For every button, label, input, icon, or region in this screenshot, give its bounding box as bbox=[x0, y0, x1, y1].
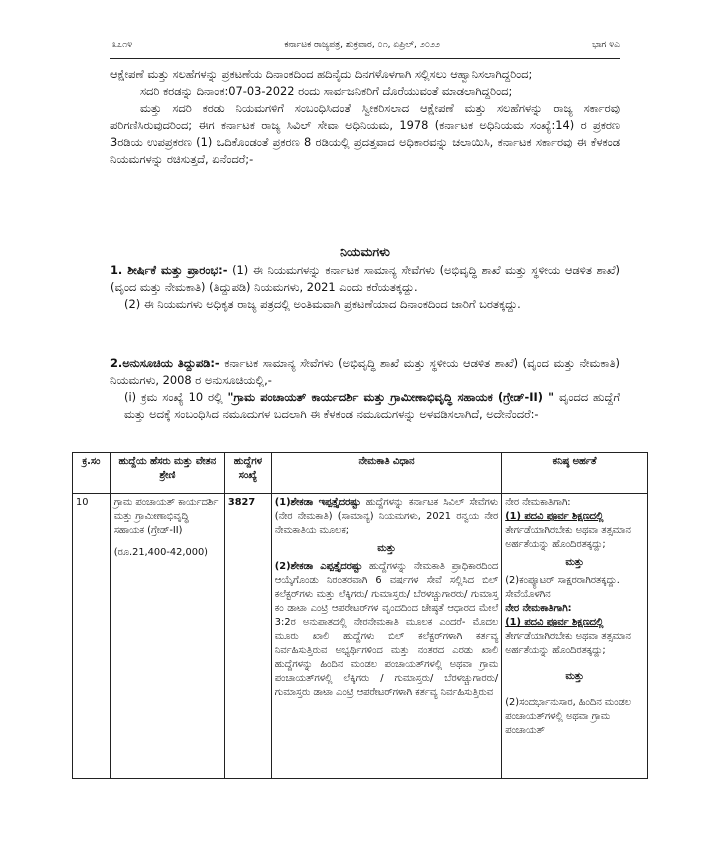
method-2-label: (2)ಶೇಕಡಾ ಎಪ್ಪತ್ತೈದರಷ್ಟು bbox=[274, 561, 363, 572]
paragraph-1: ಆಕ್ಷೇಪಣೆ ಮತ್ತು ಸಲಹೆಗಳನ್ನು ಪ್ರಕಟಣೆಯ ದಿನಾಂಕದಿಂದ ಹದಿನೈದು ದಿನಗಳೊಳಗಾಗಿ ಸಲ್ಲಿಸಲು ಆಹ್ವಾನಿಸಲಾಗಿದ್ದರಿಂದ; bbox=[110, 67, 533, 81]
page-header bbox=[112, 40, 620, 50]
rule-2-sub-rest: ವೃಂದದ ಹುದ್ದೆಗೆ ಮತ್ತು ಅದಕ್ಕೆ ಸಂಬಂಧಿಸಿದ ನಮೂದುಗಳ ಬದಲಾಗಿ ಈ ಕೆಳಕಂಡ ನಮೂದುಗಳನ್ನು ಅಳವಡಿಸಲಾಗಿದೆ, ಅದೇನೆಂದರೆ:- bbox=[124, 390, 621, 421]
post-name: ಗ್ರಾಮ ಪಂಚಾಯತ್ ಕಾರ್ಯದರ್ಶಿ ಮತ್ತು ಗ್ರಾಮೀಣಾಭಿವೃದ್ಧಿ ಸಹಾಯಕ (ಗ್ರೇಡ್-II) bbox=[113, 497, 219, 536]
rule-1-text: (1) ಈ ನಿಯಮಗಳನ್ನು ಕರ್ನಾಟಕ ಸಾಮಾನ್ಯ ಸೇವೆಗಳು (ಅಭಿವೃದ್ಧಿ ಶಾಖೆ ಮತ್ತು ಸ್ಥಳೀಯ ಆಡಳಿತ ಶಾಖೆ) (ವೃಂದ ಮತ್ತು ನೇಮಕಾತಿ) (ತಿದ್ದುಪಡಿ) ನಿಯಮಗಳು, 2021 ಎಂದು ಕರೆಯತಕ್ಕದ್ದು. bbox=[110, 263, 620, 294]
qual-3-text: ತೇರ್ಗಡೆಯಾಗಿರಬೇಕು ಅಥವಾ ತತ್ಸಮಾನ ಅರ್ಹತೆಯನ್ನು ಹೊಂದಿರತಕ್ಕದ್ದು; bbox=[505, 631, 631, 656]
qual-and-2: ಮತ್ತು bbox=[565, 671, 584, 682]
paragraph-3: ಮತ್ತು ಸದರಿ ಕರಡು ನಿಯಮಗಳಿಗೆ ಸಂಬಂಧಿಸಿದಂತೆ ಸ್ವೀಕರಿಸಲಾದ ಆಕ್ಷೇಪಣೆ ಮತ್ತು ಸಲಹೆಗಳನ್ನು ರಾಜ್ಯ ಸರ್ಕಾರವು ಪರಿಗಣಿಸಿರುವುದರಿಂದ; ಈಗ ಕರ್ನಾಟಕ ರಾಜ್ಯ ಸಿವಿಲ್ ಸೇವಾ ಅಧಿನಿಯಮ, 1978 (ಕರ್ನಾಟಕ ಅಧಿನಿಯಮ ಸಂಖ್ಯೆ:14) ರ ಪ್ರಕರಣ 3ರಡಿಯ ಉಪಪ್ರಕರಣ (1) ಒದಿಕೊಂಡಂತೆ ಪ್ರಕರಣ 8 ರಡಿಯಲ್ಲಿ ಪ್ರದತ್ತವಾದ ಅಧಿಕಾರವನ್ನು ಚಲಾಯಿಸಿ, ಕರ್ನಾಟಕ ಸರ್ಕಾರವು ಈ ಕೆಳಕಂಡ ನಿಯಮಗಳನ್ನು ರಚಿಸುತ್ತದೆ, ಏನೆಂದರೆ;- bbox=[110, 101, 620, 166]
qual-1-label: (1) ಪದವಿ ಪೂರ್ವ ಶಿಕ್ಷಣದಲ್ಲಿ bbox=[505, 511, 604, 522]
cell-count: 3827 bbox=[224, 494, 271, 779]
page-number: ೩೭೧೪ bbox=[112, 40, 133, 50]
method-1-label: (1)ಶೇಕಡಾ ಇಪ್ಪತ್ತೈದರಷ್ಟು bbox=[274, 497, 361, 508]
rule-2 bbox=[110, 355, 620, 423]
rule-1-sub-2: (2) ಈ ನಿಯಮಗಳು ಅಧಿಕೃತ ರಾಜ್ಯ ಪತ್ರದಲ್ಲಿ ಅಂತಿಮವಾಗಿ ಪ್ರಕಟಣೆಯಾದ ದಿನಾಂಕದಿಂದ ಜಾರಿಗೆ ಬರತಕ್ಕದ್ದು. bbox=[124, 297, 521, 311]
qual-3-label: (1) ಪದವಿ ಪೂರ್ವ ಶಿಕ್ಷಣದಲ್ಲಿ bbox=[505, 617, 604, 628]
qual-direct-label: ನೇರ ನೇಮಕಾತಿಗಾಗಿ: bbox=[505, 497, 571, 508]
col-header-method: ನೇಮಕಾತಿ ವಿಧಾನ bbox=[271, 453, 501, 494]
table-header-row bbox=[73, 453, 648, 494]
qual-1-text: ತೇರ್ಗಡೆಯಾಗಿರಬೇಕು ಅಥವಾ ತತ್ಸಮಾನ ಅರ್ಹತೆಯನ್ನು ಹೊಂದಿರತಕ್ಕದ್ದು; bbox=[505, 525, 631, 550]
gazette-title: ಕರ್ನಾಟಕ ರಾಜ್ಯಪತ್ರ, ಶುಕ್ರವಾರ, ೦೧, ಏಪ್ರಿಲ್, ೨೦೨೨ bbox=[284, 40, 440, 50]
cell-sl: 10 bbox=[73, 494, 111, 779]
rule-2-text: ಕರ್ನಾಟಕ ಸಾಮಾನ್ಯ ಸೇವೆಗಳು (ಅಭಿವೃದ್ಧಿ ಶಾಖೆ ಮತ್ತು ಸ್ಥಳೀಯ ಆಡಳಿತ ಶಾಖೆ) (ವೃಂದ ಮತ್ತು ನೇಮಕಾತಿ) ನಿಯಮಗಳು, 2008 ರ ಅನುಸೂಚಿಯಲ್ಲಿ,- bbox=[110, 356, 620, 387]
preamble bbox=[110, 66, 620, 168]
qual-2-text: (2)ಕಂಪ್ಯೂಟರ್ ಸಾಕ್ಷರರಾಗಿರತಕ್ಕದ್ದು. ಸೇವೆಯೊಳಗಿನ bbox=[505, 575, 620, 600]
rule-2-sub-prefix: (i) ಕ್ರಮ ಸಂಖ್ಯೆ 10 ರಲ್ಲಿ bbox=[124, 390, 223, 404]
qual-direct-label-2: ನೇರ ನೇಮಕಾತಿಗಾಗಿ: bbox=[505, 603, 572, 614]
cell-post bbox=[110, 494, 224, 779]
part-label: ಭಾಗ ೪ಎ bbox=[592, 40, 620, 50]
rule-1 bbox=[110, 262, 620, 313]
header-divider bbox=[110, 58, 620, 59]
qual-and-1: ಮತ್ತು bbox=[565, 557, 584, 568]
method-1-text: ಹುದ್ದೆಗಳನ್ನು ಕರ್ನಾಟಕ ಸಿವಿಲ್ ಸೇವೆಗಳು (ನೇರ ನೇಮಕಾತಿ) (ಸಾಮಾನ್ಯ) ನಿಯಮಗಳು, 2021 ರನ್ವಯ ನೇರ ನೇಮಕಾತಿಯ ಮೂಲಕ; bbox=[274, 497, 499, 536]
post-name-quoted: "ಗ್ರಾಮ ಪಂಚಾಯತ್ ಕಾರ್ಯದರ್ಶಿ ಮತ್ತು ಗ್ರಾಮೀಣಾಭಿವೃದ್ಧಿ ಸಹಾಯಕ (ಗ್ರೇಡ್-II) " bbox=[227, 390, 555, 404]
col-header-post: ಹುದ್ದೆಯ ಹೆಸರು ಮತ್ತು ವೇತನ ಶ್ರೇಣಿ bbox=[110, 453, 224, 494]
rule-2-heading: 2.ಅನುಸೂಚಿಯ ತಿದ್ದುಪಡಿ:- bbox=[110, 356, 220, 370]
schedule-table bbox=[72, 452, 648, 779]
rules-heading: ನಿಯಮಗಳು bbox=[340, 244, 390, 259]
method-2-text: ಹುದ್ದೆಗಳನ್ನು ನೇಮಕಾತಿ ಪ್ರಾಧಿಕಾರದಿಂದ ಆಯ್ಕೆಗೊಂಡು ನಿರಂತರವಾಗಿ 6 ವರ್ಷಗಳ ಸೇವೆ ಸಲ್ಲಿಸಿದ ಬಿಲ್ ಕಲೆಕ್ಟರ್‌ಗಳು ಮತ್ತು ಲೆಕ್ಕಿಗರು/ ಗುಮಾಸ್ತರು/ ಬೆರಳಚ್ಚುಗಾರರು/ ಗುಮಾಸ್ತ ಕಂ ಡಾಟಾ ಎಂಟ್ರಿ ಆಪರೇಟರ್‌ಗಳ ವೃಂದದಿಂದ ಜೇಷ್ಠತೆ ಆಧಾರದ ಮೇಲೆ 3:2ರ ಅನುಪಾತದಲ್ಲಿ ನೇರನೇಮಕಾತಿ ಮೂಲಕ ಎಂದರೆ- ಮೊದಲ ಮೂರು ಖಾಲಿ ಹುದ್ದೆಗಳು ಬಿಲ್ ಕಲೆಕ್ಟರ್‌ಗಳಾಗಿ ಕರ್ತವ್ಯ ನಿರ್ವಹಿಸುತ್ತಿರುವ ಅಭ್ಯರ್ಥಿಗಳಿಂದ ಮತ್ತು ನಂತರದ ಎರಡು ಖಾಲಿ ಹುದ್ದೆಗಳನ್ನು ಹಿಂದಿನ ಮಂಡಲ ಪಂಚಾಯತ್‌ಗಳಲ್ಲಿ ಅಥವಾ ಗ್ರಾಮ ಪಂಚಾಯತ್‌ಗಳಲ್ಲಿ ಲೆಕ್ಕಿಗರು / ಗುಮಾಸ್ತರು/ ಬೆರಳಚ್ಚುಗಾರರು/ ಗುಮಾಸ್ತರು ಡಾಟಾ ಎಂಟ್ರಿ ಆಪರೇಟರ್‌ಗಳಾಗಿ ಕರ್ತವ್ಯ ನಿರ್ವಹಿಸುತ್ತಿರುವ bbox=[274, 561, 499, 698]
pay-scale: (ರೂ.21,400-42,000) bbox=[113, 547, 209, 558]
table-row bbox=[73, 494, 648, 779]
paragraph-2: ಸದರಿ ಕರಡನ್ನು ದಿನಾಂಕ:07-03-2022 ರಂದು ಸಾರ್ವಜನಿಕರಿಗೆ ದೊರೆಯುವಂತೆ ಮಾಡಲಾಗಿದ್ದರಿಂದ; bbox=[140, 84, 513, 98]
col-header-sl: ಕ್ರ.ಸಂ bbox=[73, 453, 111, 494]
method-and: ಮತ್ತು bbox=[377, 543, 396, 554]
col-header-count: ಹುದ್ದೆಗಳ ಸಂಖ್ಯೆ bbox=[224, 453, 271, 494]
rule-2-sub-i bbox=[110, 389, 620, 423]
cell-method bbox=[271, 494, 501, 779]
qual-4-text: (2)ಸಂದರ್ಭಾನುಸಾರ, ಹಿಂದಿನ ಮಂಡಲ ಪಂಚಾಯತ್‌ಗಳಲ್ಲಿ ಅಥವಾ ಗ್ರಾಮ ಪಂಚಾಯತ್ bbox=[505, 697, 631, 736]
cell-qual bbox=[502, 494, 648, 779]
col-header-qual: ಕನಿಷ್ಠ ಅರ್ಹತೆ bbox=[502, 453, 648, 494]
rule-1-heading: 1. ಶೀರ್ಷಿಕೆ ಮತ್ತು ಪ್ರಾರಂಭ:- bbox=[110, 263, 228, 277]
